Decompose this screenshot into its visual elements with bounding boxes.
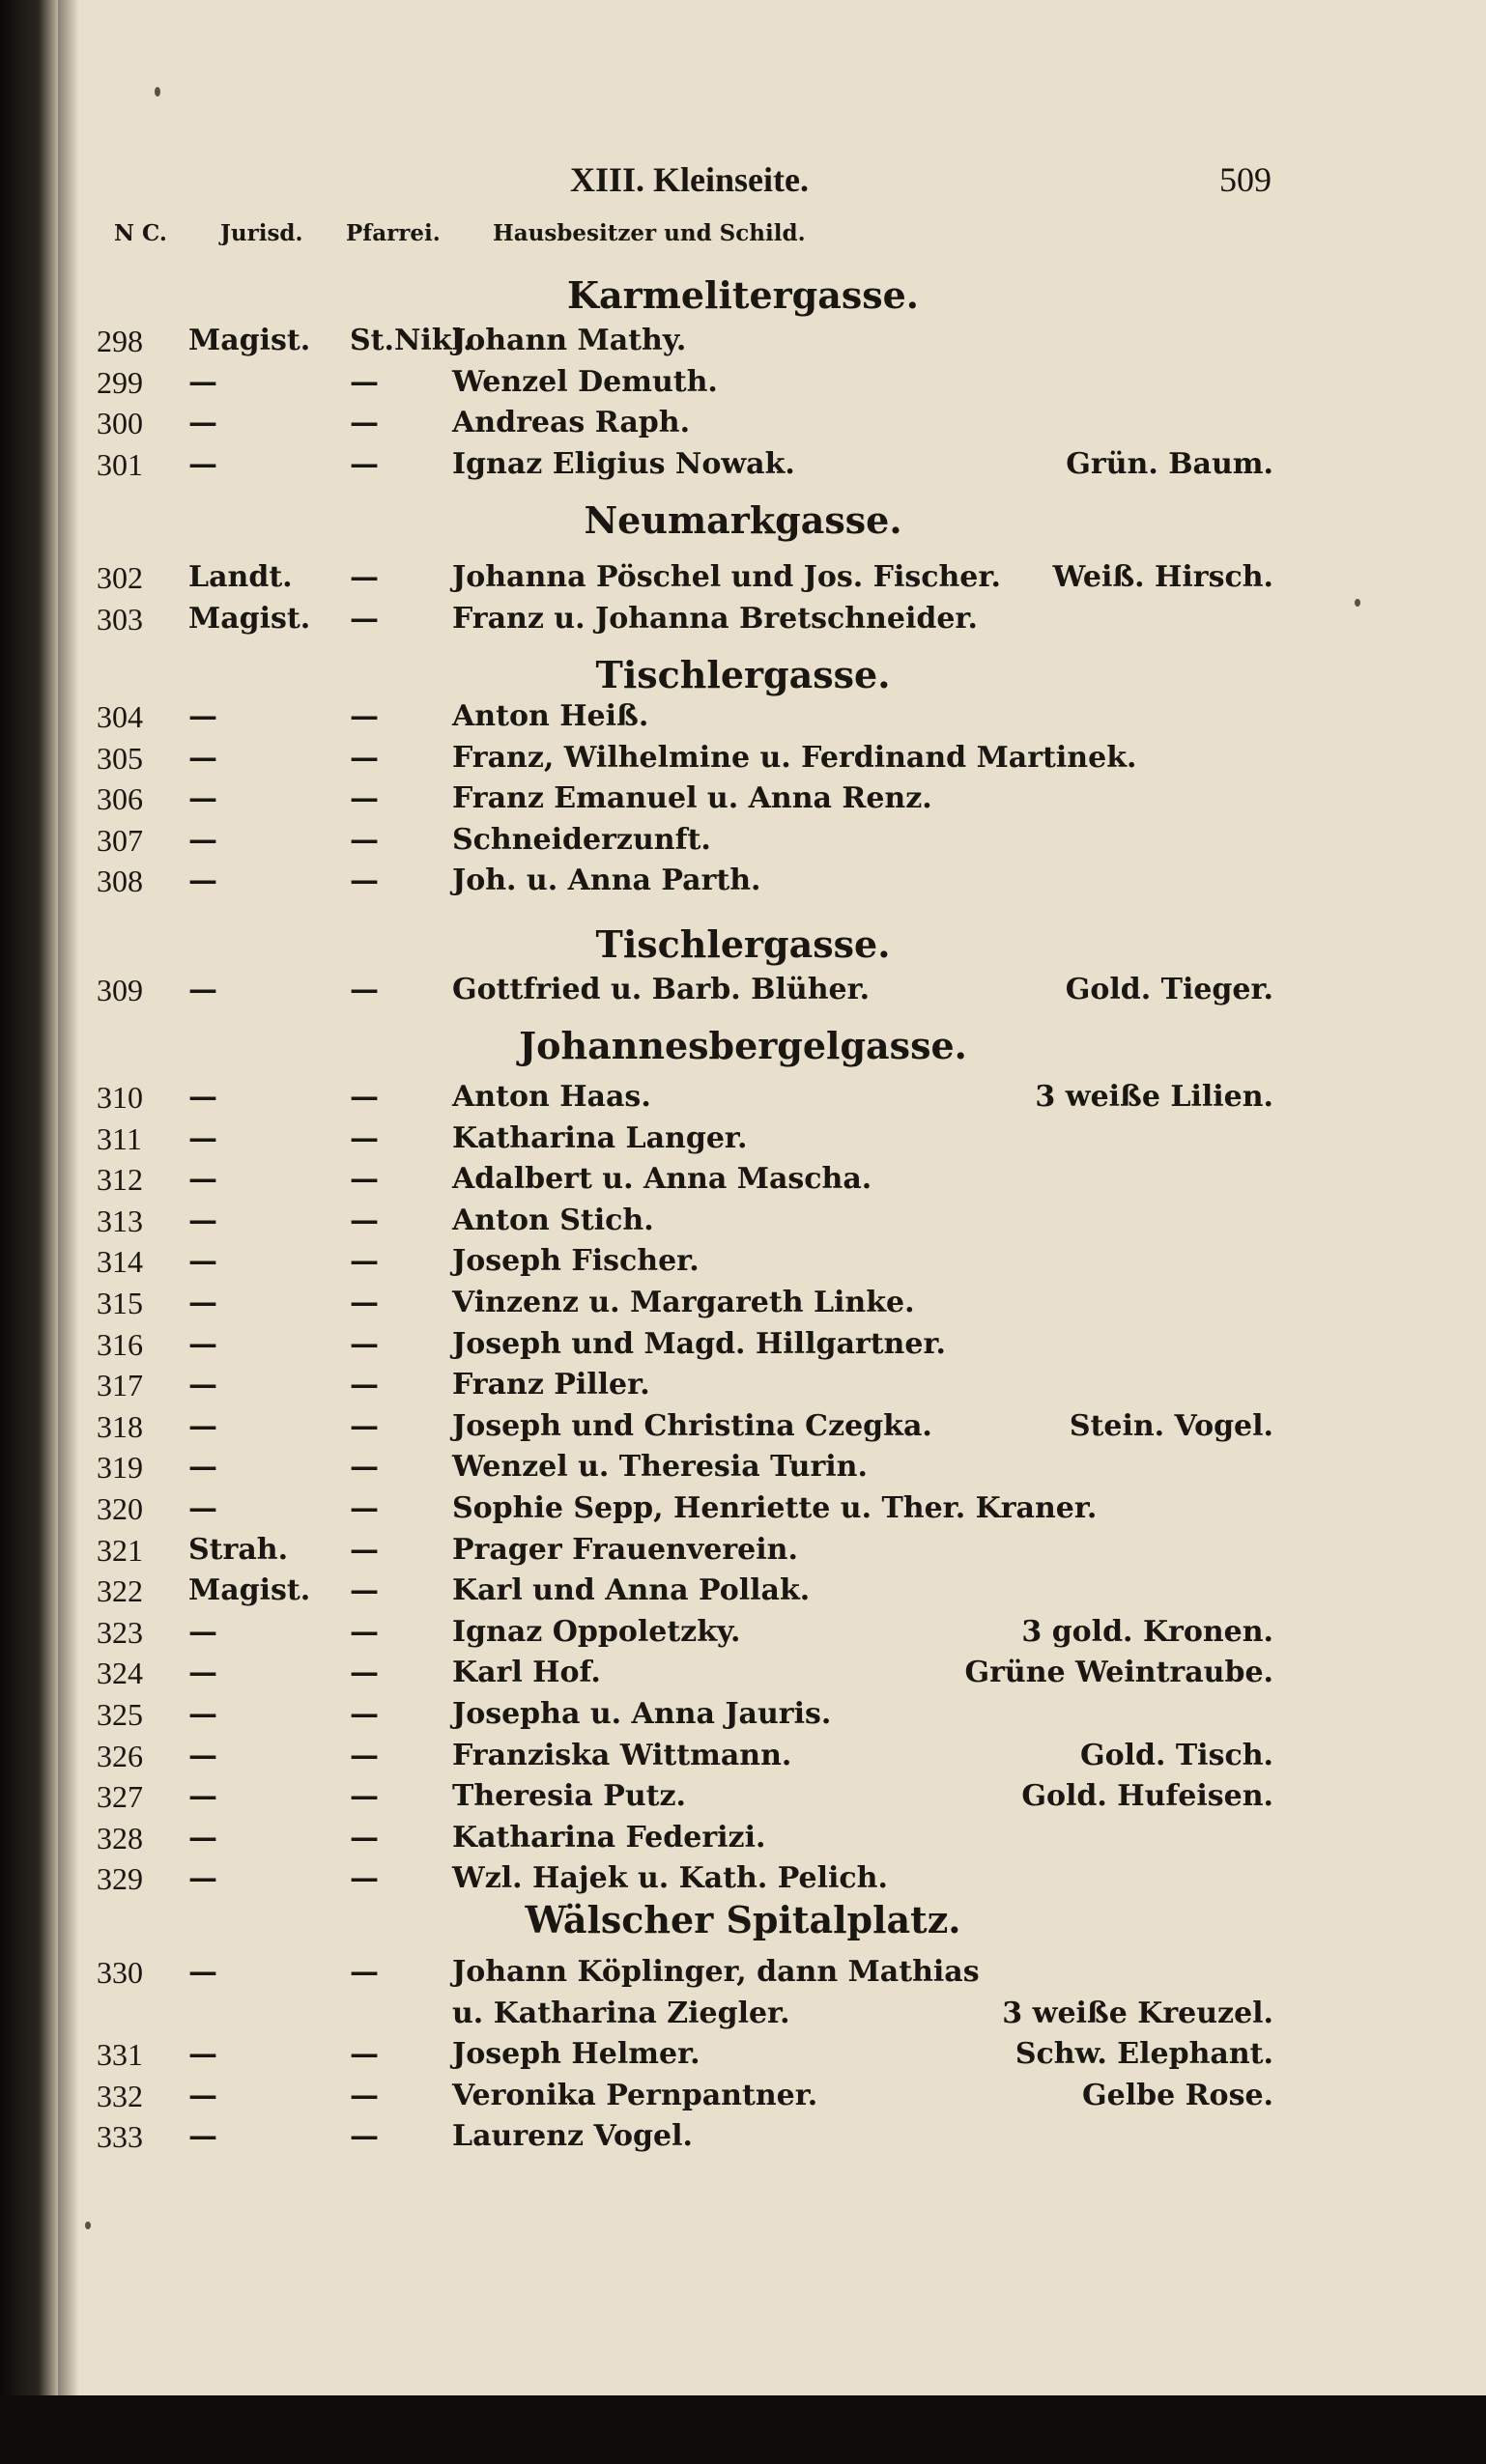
owner-name: Wenzel u. Theresia Turin. <box>452 1450 868 1485</box>
house-sign: Schw. Elephant. <box>1014 2037 1273 2072</box>
owner-name: Anton Stich. <box>452 1203 654 1237</box>
jurisdiction-cell: — <box>188 1286 215 1319</box>
owner-name: Sophie Sepp, Henriette u. Ther. Kraner. <box>452 1491 1098 1525</box>
house-sign: Stein. Vogel. <box>1069 1408 1273 1443</box>
house-entry-row <box>0 1861 1486 1902</box>
column-header-jurisdiction: Jurisd. <box>220 220 303 246</box>
jurisdiction-cell: — <box>188 822 215 857</box>
house-number: 326 <box>97 1738 143 1773</box>
owner-name: Franz Emanuel u. Anna Renz. <box>452 781 932 816</box>
house-entry-row <box>0 324 1486 364</box>
house-number: 302 <box>97 560 143 595</box>
owner-name: Anton Heiß. <box>452 699 649 733</box>
house-entry-row <box>0 365 1486 406</box>
jurisdiction-cell: — <box>188 1368 215 1402</box>
house-entry-row <box>0 699 1486 740</box>
house-entry-row <box>0 1327 1486 1368</box>
owner-name: Joseph Fischer. <box>452 1244 700 1279</box>
house-number: 317 <box>97 1368 143 1403</box>
owner-name: Prager Frauenverein. <box>452 1532 798 1567</box>
house-number: 299 <box>97 364 143 400</box>
house-number: 314 <box>97 1244 143 1280</box>
owner-name: Adalbert u. Anna Mascha. <box>452 1162 872 1197</box>
owner-name: Johann Köplinger, dann Mathias <box>452 1955 980 1989</box>
parish-cell: — <box>350 1491 377 1525</box>
street-heading: Neumarkgasse. <box>584 498 902 542</box>
house-sign: 3 gold. Kronen. <box>1021 1614 1273 1649</box>
house-number: 321 <box>97 1532 143 1568</box>
parish-cell: — <box>350 1614 377 1649</box>
house-number: 311 <box>97 1120 142 1156</box>
owner-name: Johanna Pöschel und Jos. Fischer. <box>452 560 1001 594</box>
house-entry-row <box>0 1615 1486 1656</box>
column-header-owner: Hausbesitzer und Schild. <box>493 220 806 246</box>
house-entry-row <box>0 1286 1486 1326</box>
jurisdiction-cell: — <box>188 973 215 1006</box>
house-number: 307 <box>97 822 143 858</box>
house-number: 332 <box>97 2078 143 2113</box>
parish-cell: — <box>350 560 377 594</box>
jurisdiction-cell: — <box>188 1697 215 1731</box>
street-heading: Karmelitergasse. <box>566 273 920 317</box>
owner-name: Andreas Raph. <box>452 406 691 440</box>
house-number: 323 <box>97 1614 143 1650</box>
street-heading: Tischlergasse. <box>595 922 891 966</box>
parish-cell: — <box>350 864 377 898</box>
jurisdiction-cell: — <box>188 1861 215 1896</box>
house-number: 312 <box>97 1162 143 1198</box>
house-sign: Grün. Baum. <box>1066 446 1273 481</box>
house-number: 325 <box>97 1697 143 1732</box>
house-sign: Weiß. Hirsch. <box>1052 560 1273 594</box>
jurisdiction-cell: — <box>188 1408 215 1443</box>
house-entry-row <box>0 1204 1486 1244</box>
jurisdiction-cell: — <box>188 699 215 733</box>
house-entry-row <box>0 973 1486 1013</box>
house-entry-row <box>0 1821 1486 1861</box>
house-number: 313 <box>97 1203 143 1238</box>
jurisdiction-cell: — <box>188 1203 215 1237</box>
jurisdiction-cell: — <box>188 2119 215 2154</box>
parish-cell: — <box>350 364 377 399</box>
paper-speck <box>85 2222 91 2229</box>
owner-name: Katharina Federizi. <box>452 1820 766 1855</box>
house-entry-row <box>0 1368 1486 1408</box>
jurisdiction-cell: — <box>188 1955 215 1989</box>
owner-name: Laurenz Vogel. <box>452 2119 693 2154</box>
owner-name: Schneiderzunft. <box>452 822 711 857</box>
owner-name: Theresia Putz. <box>452 1779 686 1814</box>
jurisdiction-cell: — <box>188 1080 215 1114</box>
owner-name: Johann Mathy. <box>452 324 687 357</box>
jurisdiction-cell: — <box>188 2078 215 2112</box>
jurisdiction-cell: — <box>188 1244 215 1279</box>
house-number: 300 <box>97 406 143 441</box>
owner-name: Ignaz Eligius Nowak. <box>452 446 795 481</box>
house-number: 331 <box>97 2037 143 2073</box>
parish-cell: — <box>350 740 377 775</box>
parish-cell: — <box>350 1162 377 1197</box>
owner-name: Veronika Pernpantner. <box>452 2078 818 2112</box>
parish-cell: — <box>350 1120 377 1155</box>
owner-name: Karl und Anna Pollak. <box>452 1573 811 1608</box>
parish-cell: — <box>350 781 377 816</box>
running-head <box>0 159 1486 217</box>
house-number: 333 <box>97 2119 143 2155</box>
jurisdiction-cell: — <box>188 1738 215 1772</box>
parish-cell: — <box>350 1697 377 1731</box>
parish-cell: — <box>350 1861 377 1896</box>
page-number: 509 <box>1219 160 1272 199</box>
house-entry-row <box>0 2119 1486 2160</box>
house-number: 315 <box>97 1286 143 1320</box>
parish-cell: — <box>350 1656 377 1690</box>
jurisdiction-cell: — <box>188 781 215 816</box>
jurisdiction-cell: — <box>188 2037 215 2072</box>
house-number: 322 <box>97 1573 143 1609</box>
house-number: 329 <box>97 1861 143 1897</box>
owner-name: Franz Piller. <box>452 1368 650 1402</box>
house-number: 316 <box>97 1326 143 1362</box>
house-entry-row <box>0 1450 1486 1490</box>
house-entry-row <box>0 1244 1486 1285</box>
house-sign: Gold. Tieger. <box>1065 973 1273 1006</box>
owner-name: Joseph und Christina Czegka. <box>452 1408 932 1443</box>
column-header-number: N C. <box>114 220 167 246</box>
jurisdiction-cell: Magist. <box>188 601 311 636</box>
owner-name: Anton Haas. <box>452 1080 651 1114</box>
house-entry-row <box>0 1697 1486 1738</box>
house-entry-row <box>0 2079 1486 2119</box>
owner-name: Franz u. Johanna Bretschneider. <box>452 601 978 636</box>
bottom-edge <box>0 2395 1486 2464</box>
jurisdiction-cell: — <box>188 364 215 399</box>
parish-cell: — <box>350 1738 377 1772</box>
owner-name: Katharina Langer. <box>452 1120 748 1155</box>
parish-cell: St.Nikl. <box>350 324 473 357</box>
parish-cell: — <box>350 406 377 440</box>
house-entry-row <box>0 741 1486 781</box>
house-sign: Grüne Weintraube. <box>964 1656 1273 1690</box>
house-number: 301 <box>97 446 143 482</box>
jurisdiction-cell: Magist. <box>188 324 311 357</box>
house-entry-row <box>0 1491 1486 1532</box>
owner-name: Ignaz Oppoletzky. <box>452 1614 741 1649</box>
street-heading: Wälscher Spitalplatz. <box>525 1898 961 1941</box>
house-sign: Gelbe Rose. <box>1082 2078 1273 2112</box>
house-number: 306 <box>97 781 143 817</box>
parish-cell: — <box>350 1532 377 1567</box>
parish-cell: — <box>350 2037 377 2072</box>
house-number: 309 <box>97 973 143 1007</box>
owner-name: Gottfried u. Barb. Blüher. <box>452 973 871 1006</box>
house-entry-row <box>0 1997 1486 2037</box>
house-entry-row <box>0 560 1486 601</box>
parish-cell: — <box>350 1573 377 1608</box>
jurisdiction-cell: — <box>188 406 215 440</box>
house-entry-row <box>0 1739 1486 1779</box>
house-entry-row <box>0 1573 1486 1614</box>
paper-speck <box>1355 599 1360 607</box>
parish-cell: — <box>350 699 377 733</box>
parish-cell: — <box>350 822 377 857</box>
street-heading: Johannesbergelgasse. <box>519 1024 967 1067</box>
house-entry-row <box>0 1955 1486 1996</box>
house-sign: 3 weiße Kreuzel. <box>1002 1996 1273 2030</box>
house-entry-row <box>0 406 1486 446</box>
jurisdiction-cell: — <box>188 1120 215 1155</box>
house-entry-row <box>0 447 1486 488</box>
jurisdiction-cell: — <box>188 1614 215 1649</box>
parish-cell: — <box>350 1368 377 1402</box>
house-number: 304 <box>97 699 143 734</box>
house-number: 327 <box>97 1779 143 1815</box>
parish-cell: — <box>350 1286 377 1319</box>
house-entry-row <box>0 1533 1486 1573</box>
parish-cell: — <box>350 1080 377 1114</box>
owner-name: Franziska Wittmann. <box>452 1738 792 1772</box>
parish-cell: — <box>350 446 377 481</box>
house-number: 330 <box>97 1955 143 1990</box>
house-sign: Gold. Tisch. <box>1079 1738 1273 1772</box>
parish-cell: — <box>350 2078 377 2112</box>
house-number: 328 <box>97 1820 143 1855</box>
parish-cell: — <box>350 973 377 1006</box>
jurisdiction-cell: — <box>188 1820 215 1855</box>
jurisdiction-cell: Magist. <box>188 1573 311 1608</box>
parish-cell: — <box>350 1203 377 1237</box>
jurisdiction-cell: — <box>188 1779 215 1814</box>
house-number: 320 <box>97 1491 143 1526</box>
parish-cell: — <box>350 601 377 636</box>
house-entry-row <box>0 1409 1486 1450</box>
jurisdiction-cell: — <box>188 864 215 898</box>
house-number: 310 <box>97 1080 143 1115</box>
street-heading: Tischlergasse. <box>595 653 891 696</box>
house-entry-row <box>0 1779 1486 1820</box>
house-number: 319 <box>97 1450 143 1486</box>
house-entry-row <box>0 1121 1486 1162</box>
page-title: XIII. Kleinseite. <box>570 160 809 199</box>
house-entry-row <box>0 2037 1486 2078</box>
jurisdiction-cell: — <box>188 740 215 775</box>
house-entry-row <box>0 602 1486 642</box>
house-entry-row <box>0 1656 1486 1696</box>
jurisdiction-cell: — <box>188 1491 215 1525</box>
house-number: 324 <box>97 1656 143 1691</box>
house-entry-row <box>0 1080 1486 1120</box>
house-entry-row <box>0 864 1486 904</box>
parish-cell: — <box>350 1450 377 1485</box>
jurisdiction-cell: — <box>188 446 215 481</box>
jurisdiction-cell: — <box>188 1656 215 1690</box>
house-number: 298 <box>97 324 143 358</box>
house-entry-row <box>0 781 1486 822</box>
house-number: 305 <box>97 740 143 776</box>
owner-name: Joseph Helmer. <box>452 2037 700 2072</box>
house-number: 318 <box>97 1408 143 1444</box>
owner-name: Joseph und Magd. Hillgartner. <box>452 1326 946 1361</box>
house-sign: 3 weiße Lilien. <box>1035 1080 1273 1114</box>
owner-name: u. Katharina Ziegler. <box>452 1996 790 2030</box>
column-header-parish: Pfarrei. <box>346 220 441 246</box>
house-sign: Gold. Hufeisen. <box>1021 1779 1273 1814</box>
jurisdiction-cell: — <box>188 1450 215 1485</box>
parish-cell: — <box>350 1244 377 1279</box>
jurisdiction-cell: — <box>188 1326 215 1361</box>
jurisdiction-cell: — <box>188 1162 215 1197</box>
house-entry-row <box>0 1162 1486 1203</box>
parish-cell: — <box>350 1779 377 1814</box>
owner-name: Franz, Wilhelmine u. Ferdinand Martinek. <box>452 740 1137 775</box>
parish-cell: — <box>350 1326 377 1361</box>
owner-name: Josepha u. Anna Jauris. <box>452 1697 832 1731</box>
parish-cell: — <box>350 2119 377 2154</box>
parish-cell: — <box>350 1820 377 1855</box>
owner-name: Wzl. Hajek u. Kath. Pelich. <box>452 1861 888 1896</box>
parish-cell: — <box>350 1955 377 1989</box>
owner-name: Vinzenz u. Margareth Linke. <box>452 1286 915 1319</box>
parish-cell: — <box>350 1408 377 1443</box>
house-number: 303 <box>97 601 143 637</box>
owner-name: Karl Hof. <box>452 1656 601 1690</box>
house-entry-row <box>0 823 1486 864</box>
house-number: 308 <box>97 864 143 899</box>
owner-name: Wenzel Demuth. <box>452 364 718 399</box>
jurisdiction-cell: Landt. <box>188 560 293 594</box>
paper-speck <box>155 87 160 97</box>
jurisdiction-cell: Strah. <box>188 1532 289 1567</box>
owner-name: Joh. u. Anna Parth. <box>452 864 761 898</box>
